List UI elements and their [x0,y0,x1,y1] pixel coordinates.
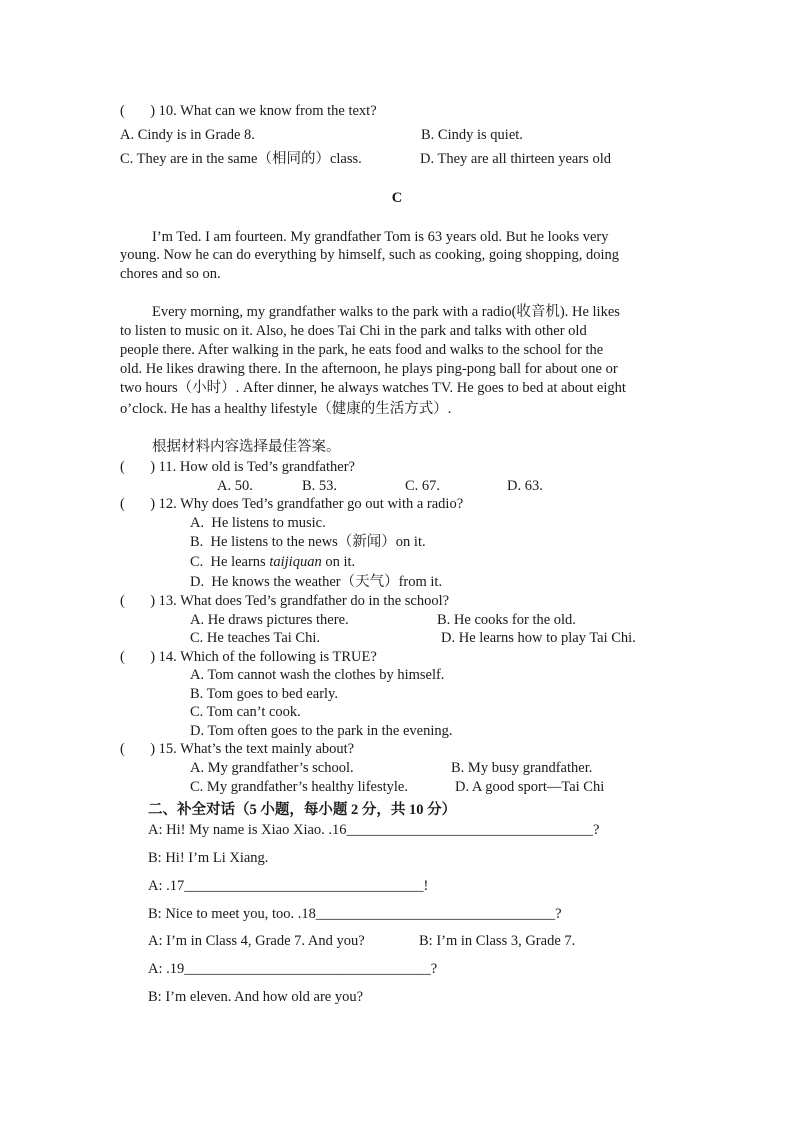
q12-option-c-prefix: C. He learns [190,554,270,570]
q12-option-c [190,553,355,572]
q12-option-c-suffix: on it. [321,554,356,570]
q12-option-d: D. He knows the weather（天气）from it. [190,574,443,590]
q13-option-b: B. He cooks for the old. [437,612,576,628]
q12-option-a: A. He listens to music. [190,515,326,531]
passage-line: people there. After walking in the park, he eats food and walks to the school for the [120,342,604,358]
q13-option-a: A. He draws pictures there. [190,612,349,628]
section2-title: 二、补全对话（5 小题，每小题 2 分，共 10 分） [148,802,457,818]
q15-stem: ( ) 15. What’s the text mainly about? [120,741,355,757]
q12-stem: ( ) 12. Why does Ted’s grandfather go out with a radio? [120,496,464,512]
q11-option-d: D. 63. [507,478,543,494]
dialogue-line-18: B: Nice to meet you, too. .18_________________________________? [148,906,562,922]
passage-line: young. Now he can do everything by himself, such as cooking, going shopping, doing [120,247,619,263]
dialogue-line-16: A: Hi! My name is Xiao Xiao. .16__________________________________? [148,822,600,838]
q10-option-b: B. Cindy is quiet. [421,127,523,143]
dialogue-line: B: I’m eleven. And how old are you? [148,989,364,1005]
q11-option-b: B. 53. [302,478,338,494]
dialogue-line-19: A: .19__________________________________? [148,961,438,977]
q15-option-b: B. My busy grandfather. [451,760,593,776]
q15-option-c: C. My grandfather’s healthy lifestyle. [190,779,408,795]
q15-option-d: D. A good sport—Tai Chi [455,779,605,795]
dialogue-line: B: I’m in Class 3, Grade 7. [419,933,576,949]
passage-line: I’m Ted. I am fourteen. My grandfather Tom is 63 years old. But he looks very [152,229,609,245]
q10-option-c: C. They are in the same（相同的）class. [120,151,362,167]
q10-stem: ( ) 10. What can we know from the text? [120,103,377,119]
passage-line: o’clock. He has a healthy lifestyle（健康的生活方式）. [120,401,452,417]
passage-line: Every morning, my grandfather walks to the park with a radio(收音机). He likes [152,304,620,320]
q15-option-a: A. My grandfather’s school. [190,760,354,776]
q11-option-a: A. 50. [217,478,253,494]
passage-line: two hours（小时）. After dinner, he always watches TV. He goes to bed at about eight [120,380,626,396]
instruction-text: 根据材料内容选择最佳答案。 [152,439,341,455]
passage-line: to listen to music on it. Also, he does Tai Chi in the park and talks with other old [120,323,587,339]
q12-option-b: B. He listens to the news（新闻）on it. [190,534,426,550]
q14-stem: ( ) 14. Which of the following is TRUE? [120,649,377,665]
passage-line: chores and so on. [120,266,221,282]
dialogue-line-17: A: .17_________________________________! [148,878,429,894]
q12-option-c-italic: taijiquan [269,554,322,570]
dialogue-line: A: I’m in Class 4, Grade 7. And you? [148,933,365,949]
q13-stem: ( ) 13. What does Ted’s grandfather do in the school? [120,593,450,609]
q14-option-b: B. Tom goes to bed early. [190,686,338,702]
q13-option-d: D. He learns how to play Tai Chi. [441,630,636,646]
q10-option-d: D. They are all thirteen years old [420,151,611,167]
q14-option-a: A. Tom cannot wash the clothes by himself. [190,667,445,683]
section-c-title: C [391,190,403,206]
q11-stem: ( ) 11. How old is Ted’s grandfather? [120,459,355,475]
q14-option-c: C. Tom can’t cook. [190,704,301,720]
q10-option-a: A. Cindy is in Grade 8. [120,127,255,143]
q13-option-c: C. He teaches Tai Chi. [190,630,320,646]
passage-line: old. He likes drawing there. In the afternoon, he plays ping-pong ball for about one or [120,361,618,377]
q11-option-c: C. 67. [405,478,441,494]
dialogue-line: B: Hi! I’m Li Xiang. [148,850,269,866]
q14-option-d: D. Tom often goes to the park in the evening. [190,723,453,739]
